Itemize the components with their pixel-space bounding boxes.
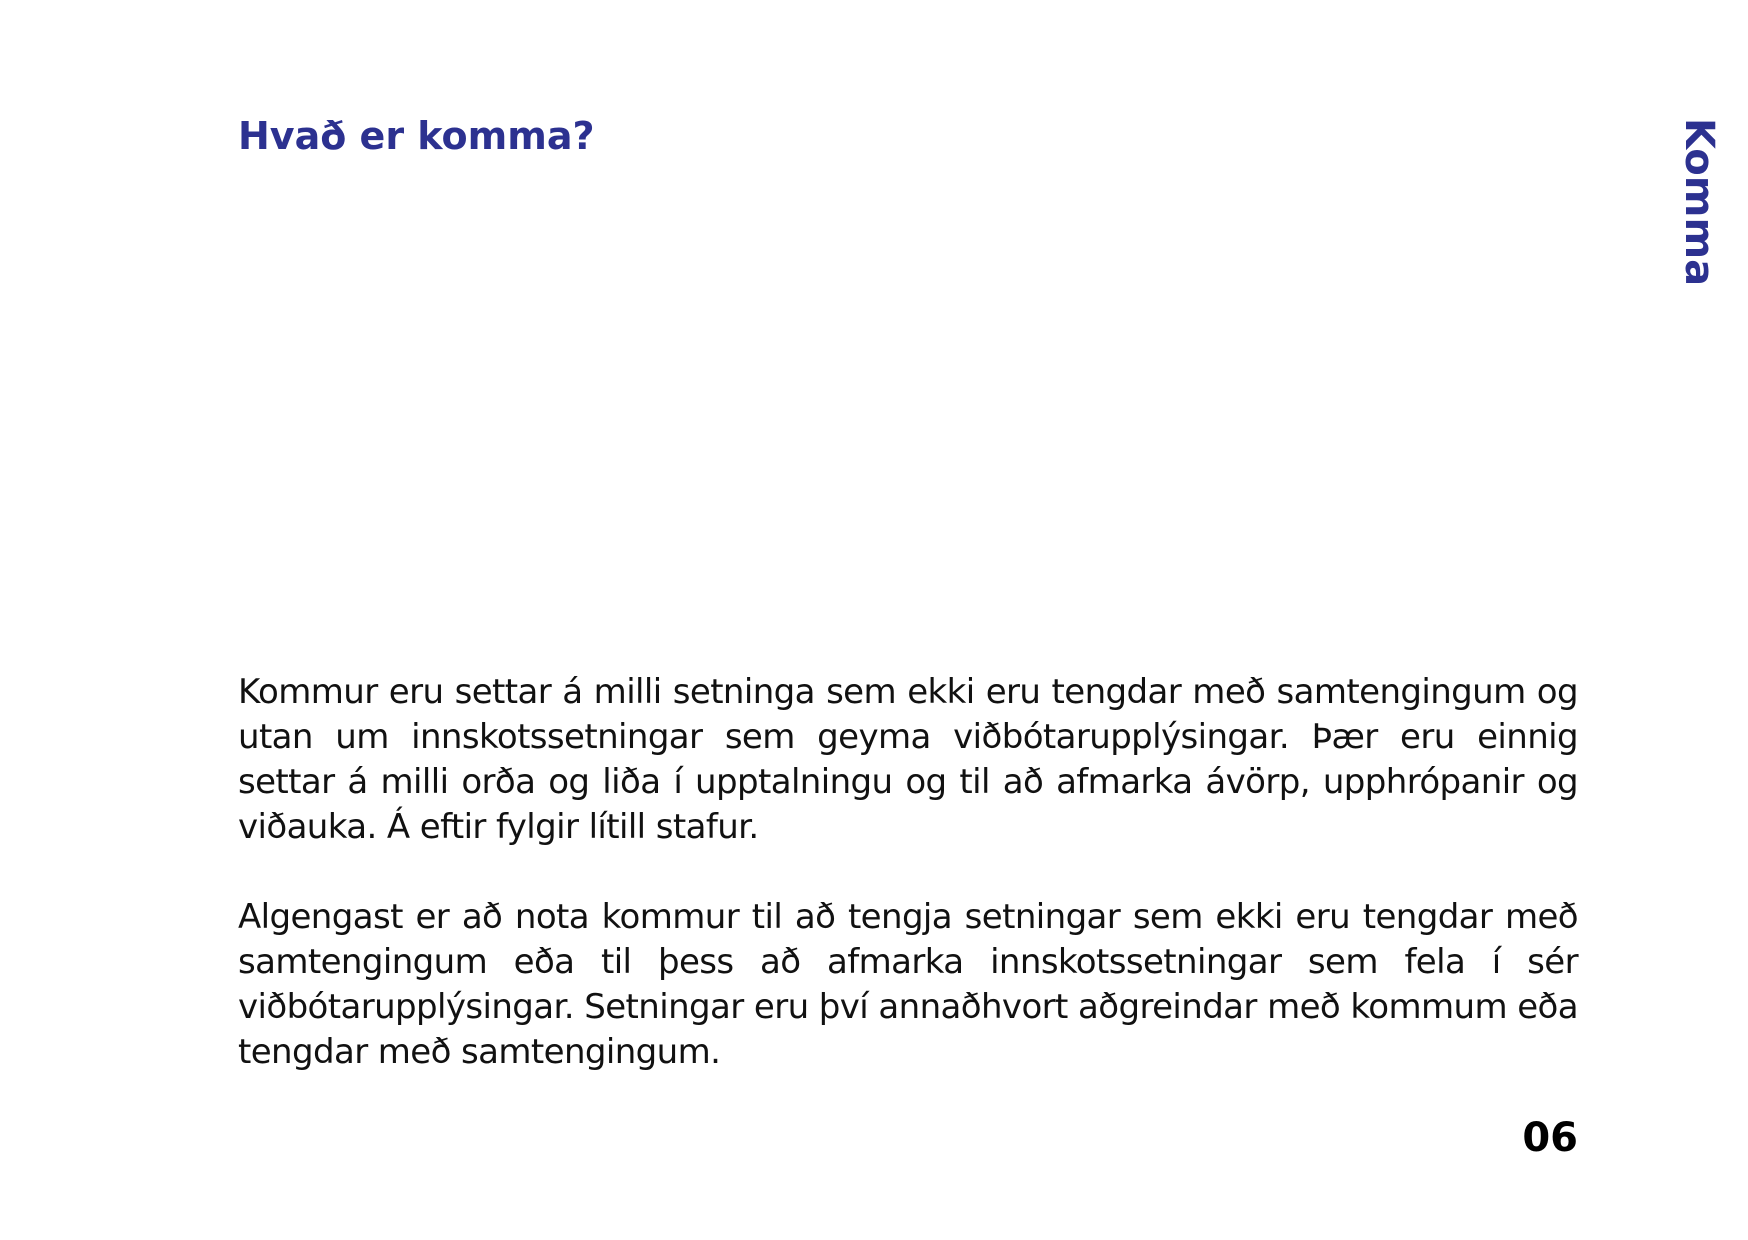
section-side-label: Komma bbox=[1676, 118, 1722, 287]
body-text bbox=[238, 670, 1578, 1075]
paragraph-2: Algengast er að nota kommur til að tengja setningar sem ekki eru tengdar með samtengingum eða til þess að afmarka innskotssetningar sem fela í sér viðbótarupplýsingar. Setningar eru því annaðhvort aðgreindar með kommum eða tengdar með samtengingum. bbox=[238, 897, 1578, 1072]
page-title: Hvað er komma? bbox=[238, 114, 595, 158]
page-number: 06 bbox=[1522, 1115, 1578, 1161]
paragraph-1: Kommur eru settar á milli setninga sem ekki eru tengdar með samtengingum og utan um innskotssetningar sem geyma viðbótarupplýsingar. Þær eru einnig settar á milli orða og liða í upptalningu og til að afmarka ávörp, upphrópanir og viðauka. Á eftir fylgir lítill stafur. bbox=[238, 672, 1578, 847]
